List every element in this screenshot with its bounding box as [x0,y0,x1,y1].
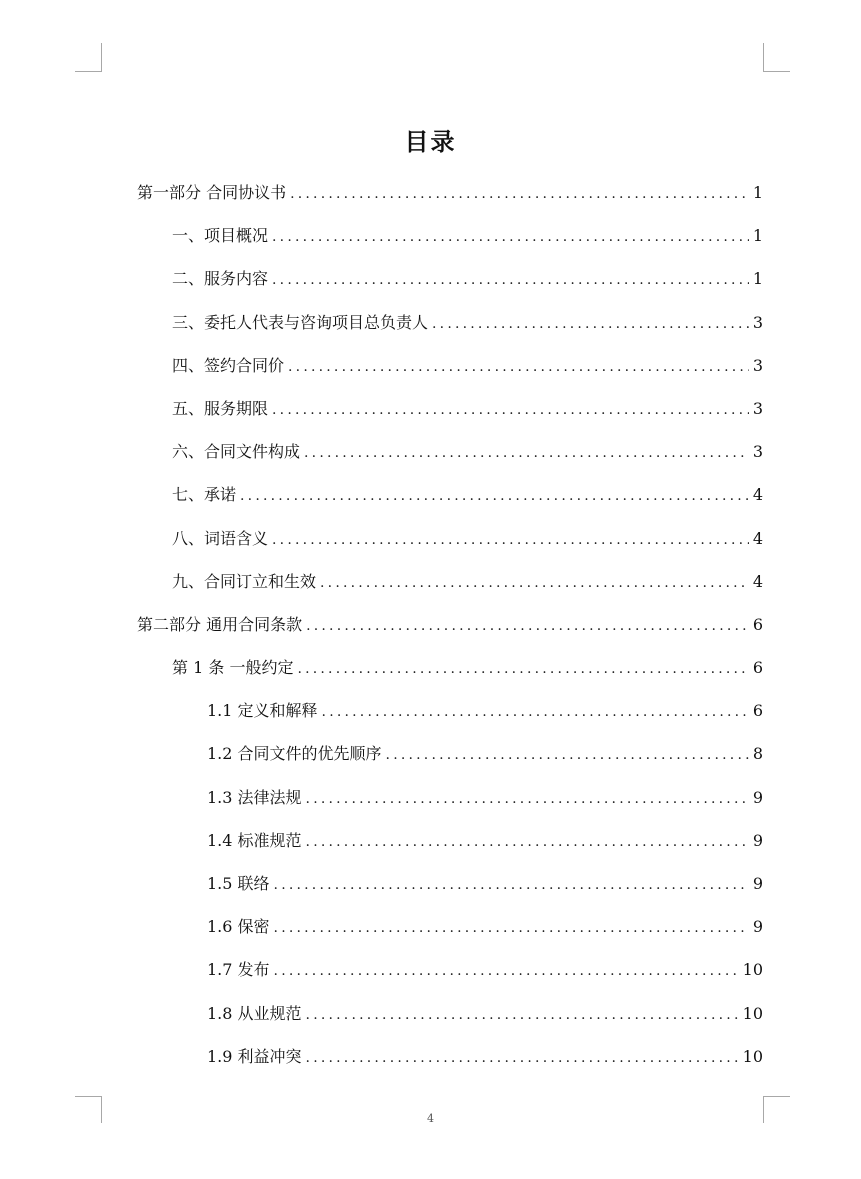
toc-entry-title: 1.5 联络 [207,874,270,893]
toc-entry[interactable] [0,344,861,387]
toc-dot-leader [306,605,749,648]
toc-entry-page-number: 3 [752,355,763,375]
toc-entry-page-number: 8 [752,744,763,764]
toc-dot-leader [432,303,749,346]
toc-entry-page-number: 1 [752,226,763,246]
toc-entry-page-number: 6 [752,658,763,678]
toc-entry[interactable] [0,301,861,344]
toc-entry-page-number: 10 [742,960,763,980]
toc-entry-page-number: 1 [752,269,763,289]
crop-mark-top-right [763,43,790,72]
toc-dot-leader [306,821,749,864]
toc-entry-page-number: 10 [742,1046,763,1066]
toc-dot-leader [322,691,749,734]
table-of-contents [0,171,861,1078]
toc-dot-leader [274,907,749,950]
toc-dot-leader [240,475,749,518]
toc-dot-leader [306,994,739,1037]
toc-entry[interactable] [0,646,861,689]
toc-title: 目录 [404,127,457,156]
toc-entry[interactable] [0,171,861,214]
toc-dot-leader [304,432,749,475]
toc-entry[interactable] [0,1035,861,1078]
toc-entry[interactable] [0,992,861,1035]
toc-dot-leader [272,519,749,562]
toc-entry-title: 1.1 定义和解释 [207,701,318,721]
toc-entry-title: 1.6 保密 [207,917,270,937]
toc-entry-title: 1.8 从业规范 [207,1003,302,1023]
toc-dot-leader [272,389,749,432]
toc-entry-page-number: 4 [752,485,763,505]
toc-entry[interactable] [0,819,861,862]
toc-entry-title: 1.3 法律法规 [207,787,302,807]
toc-entry-page-number: 9 [752,787,763,807]
toc-entry[interactable] [0,214,861,257]
toc-entry-page-number: 4 [752,528,763,548]
toc-dot-leader [288,346,749,389]
toc-entry-page-number: 10 [742,1003,763,1023]
toc-entry-title: 九、合同订立和生效 [172,571,317,591]
toc-entry[interactable] [0,603,861,646]
toc-entry-title: 第二部分 通用合同条款 [137,614,303,634]
toc-entry-title: 八、词语含义 [172,528,269,548]
toc-entry[interactable] [0,517,861,560]
toc-entry-page-number: 9 [752,917,763,937]
toc-dot-leader [386,734,749,777]
toc-entry[interactable] [0,862,861,905]
toc-entry[interactable] [0,905,861,948]
toc-entry-title: 二、服务内容 [172,269,269,289]
toc-entry[interactable] [0,948,861,991]
toc-dot-leader [274,864,749,907]
toc-entry-page-number: 4 [752,571,763,591]
toc-entry-title: 1.2 合同文件的优先顺序 [207,744,382,764]
toc-entry-page-number: 1 [752,183,763,202]
toc-entry-title: 1.4 标准规范 [207,830,302,850]
toc-entry[interactable] [0,560,861,603]
toc-entry-title: 七、承诺 [172,485,237,505]
crop-mark-top-left [75,43,102,72]
toc-entry-title: 第一部分 合同协议书 [137,183,287,202]
toc-entry-title: 1.9 利益冲突 [207,1046,302,1066]
toc-entry[interactable] [0,473,861,516]
toc-dot-leader [272,216,749,259]
toc-entry-page-number: 6 [752,614,763,634]
toc-dot-leader [272,259,749,302]
toc-entry-page-number: 3 [752,398,763,418]
toc-dot-leader [290,173,749,216]
toc-entry-title: 四、签约合同价 [172,355,285,375]
toc-entry-page-number: 9 [752,874,763,893]
toc-entry-title: 1.7 发布 [207,960,270,980]
toc-entry-title: 六、合同文件构成 [172,442,301,462]
toc-entry-title: 三、委托人代表与咨询项目总负责人 [172,312,429,332]
toc-entry-page-number: 9 [752,830,763,850]
toc-dot-leader [320,562,749,605]
toc-entry[interactable] [0,257,861,300]
toc-entry-title: 第 1 条 一般约定 [172,658,294,678]
toc-entry[interactable] [0,430,861,473]
toc-entry[interactable] [0,689,861,732]
toc-entry[interactable] [0,387,861,430]
toc-entry[interactable] [0,732,861,775]
toc-entry[interactable] [0,776,861,819]
toc-dot-leader [274,950,739,993]
toc-entry-title: 五、服务期限 [172,398,269,418]
page-number: 4 [427,1112,434,1125]
toc-entry-title: 一、项目概况 [172,226,269,246]
toc-dot-leader [306,778,749,821]
toc-entry-page-number: 6 [752,701,763,721]
toc-dot-leader [297,648,748,691]
toc-entry-page-number: 3 [752,442,763,462]
toc-entry-page-number: 3 [752,312,763,332]
toc-dot-leader [306,1037,739,1080]
